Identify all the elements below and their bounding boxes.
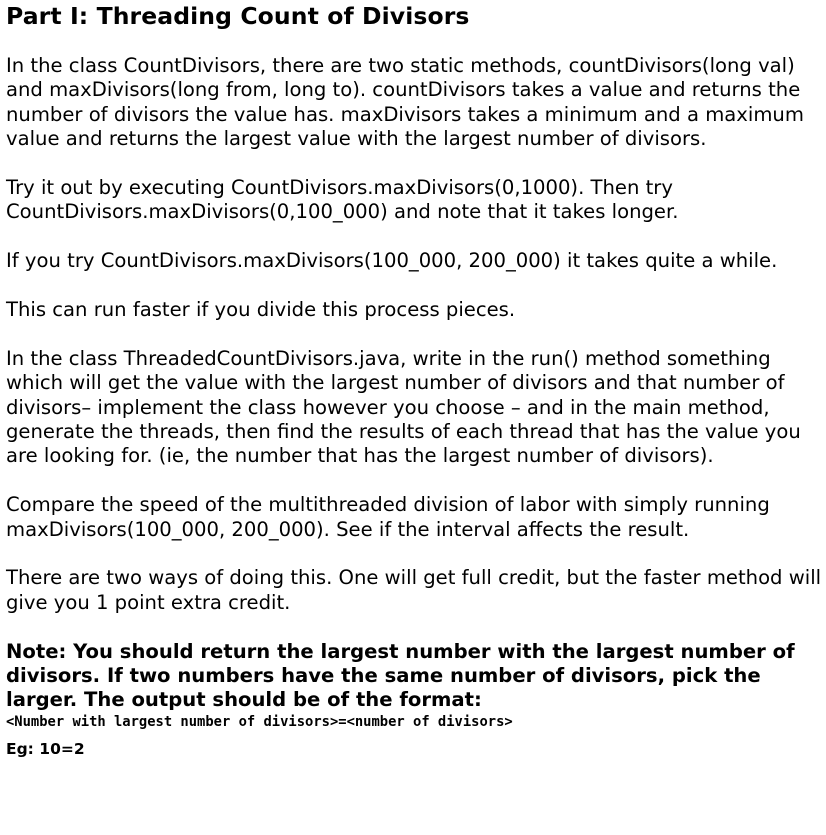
example-output: Eg: 10=2 <box>6 739 85 758</box>
note-text: Note: You should return the largest number with the largest number of divisors. If two numbers have the same number of divisors, pick the larger. The output should be of the format: <box>6 639 795 712</box>
paragraph-compare: Compare the speed of the multithreaded division of labor with simply running maxDivisors(100_000, 200_000). See if the interval affects the result. <box>6 493 770 541</box>
document-title: Part I: Threading Count of Divisors <box>6 2 470 30</box>
paragraph-credit: There are two ways of doing this. One will get full credit, but the faster method will give you 1 point extra credit. <box>6 566 822 614</box>
output-format: <Number with largest number of divisors>=<number of divisors> <box>6 713 513 730</box>
paragraph-try-it: Try it out by executing CountDivisors.maxDivisors(0,1000). Then try CountDivisors.maxDivisors(0,100_000) and note that it takes longer. <box>6 176 679 224</box>
paragraph-faster: This can run faster if you divide this process pieces. <box>6 298 516 322</box>
document-page <box>6 0 822 760</box>
paragraph-intro: In the class CountDivisors, there are two static methods, countDivisors(long val) and maxDivisors(long from, long to). countDivisors takes a value and returns the number of divisors the value has. maxDivisors takes a minimum and a maximum value and returns the largest value with the largest number of divisors. <box>6 54 804 151</box>
paragraph-threaded-class: In the class ThreadedCountDivisors.java, write in the run() method something which will get the value with the largest number of divisors and that number of divisors– implement the class however you choose – and in the main method, generate the threads, then find the results of each thread that has the value you are looking for. (ie, the number that has the largest number of divisors). <box>6 346 801 468</box>
paragraph-long-run: If you try CountDivisors.maxDivisors(100_000, 200_000) it takes quite a while. <box>6 249 778 273</box>
